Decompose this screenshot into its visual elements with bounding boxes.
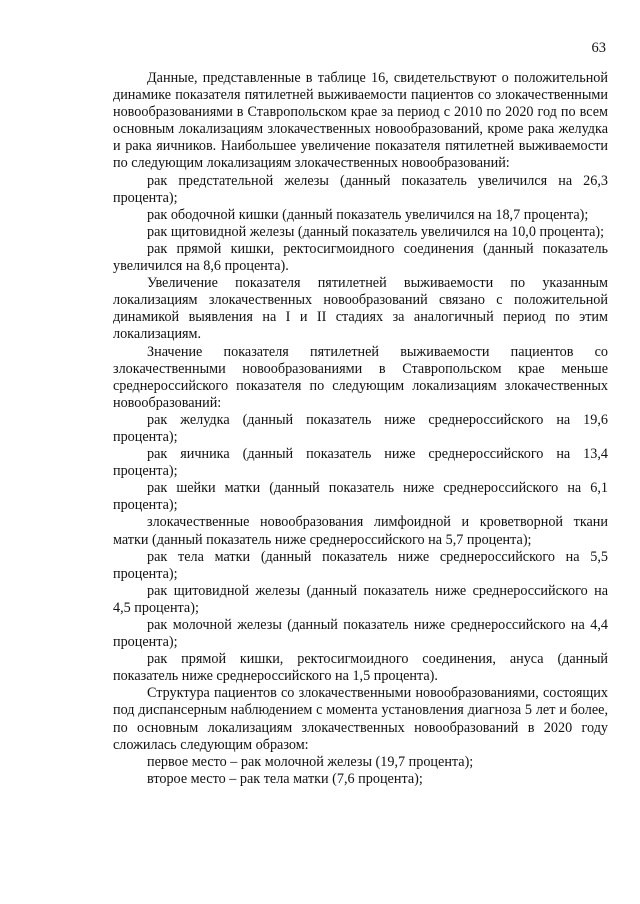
paragraph-below-average: Значение показателя пятилетней выживаемости пациентов со злокачественными новообразованиями в Ставропольском крае меньше среднероссийского показателя по следующим локализациям злокачественных новообразований: <box>113 343 608 411</box>
list-item: второе место – рак тела матки (7,6 процента); <box>147 770 423 787</box>
page-number: 63 <box>591 40 606 56</box>
paragraph-structure: Структура пациентов со злокачественными новообразованиями, состоящих под диспансерным наблюдением с момента установления диагноза 5 лет и более, по основным локализациям злокачественных новообразований в 2020 году сложилась следующим образом: <box>113 685 608 753</box>
list-item: рак шейки матки (данный показатель ниже среднероссийского на 6,1 процента); <box>113 480 608 514</box>
document-body <box>113 70 608 788</box>
list-item: рак молочной железы (данный показатель ниже среднероссийского на 4,4 процента); <box>113 617 608 651</box>
list-item: рак ободочной кишки (данный показатель увеличился на 18,7 процента); <box>147 206 589 223</box>
paragraph-increase: Увеличение показателя пятилетней выживаемости по указанным локализациям злокачественных новообразований связано с положительной динамикой выявления на I и II стадиях за аналогичный период по этим локализациям. <box>113 275 608 343</box>
list-item: рак желудка (данный показатель ниже среднероссийского на 19,6 процента); <box>113 411 608 445</box>
paragraph-intro: Данные, представленные в таблице 16, свидетельствуют о положительной динамике показателя пятилетней выживаемости пациентов со злокачественными новообразованиями в Ставропольском крае за период с 2010 по 2020 год по всем основным локализациям злокачественных новообразований, кроме рака желудка и рака яичников. Наибольшее увеличение показателя пятилетней выживаемости по следующим локализациям злокачественных новообразований: <box>113 70 608 172</box>
list-item: рак щитовидной железы (данный показатель увеличился на 10,0 процента); <box>147 223 605 240</box>
list-item: рак тела матки (данный показатель ниже среднероссийского на 5,5 процента); <box>113 548 608 582</box>
list-item: злокачественные новообразования лимфоидной и кроветворной ткани матки (данный показатель ниже среднероссийского на 5,7 процента); <box>113 514 608 548</box>
list-item: рак щитовидной железы (данный показатель ниже среднероссийского на 4,5 процента); <box>113 582 608 616</box>
list-item: рак предстательной железы (данный показатель увеличился на 26,3 процента); <box>113 172 608 206</box>
list-item: рак прямой кишки, ректосигмоидного соединения, ануса (данный показатель ниже среднероссийского на 1,5 процента). <box>113 651 608 685</box>
list-item: рак прямой кишки, ректосигмоидного соединения (данный показатель увеличился на 8,6 процента). <box>113 240 608 275</box>
list-item: рак яичника (данный показатель ниже среднероссийского на 13,4 процента); <box>113 446 608 480</box>
list-item: первое место – рак молочной железы (19,7 процента); <box>147 753 474 770</box>
